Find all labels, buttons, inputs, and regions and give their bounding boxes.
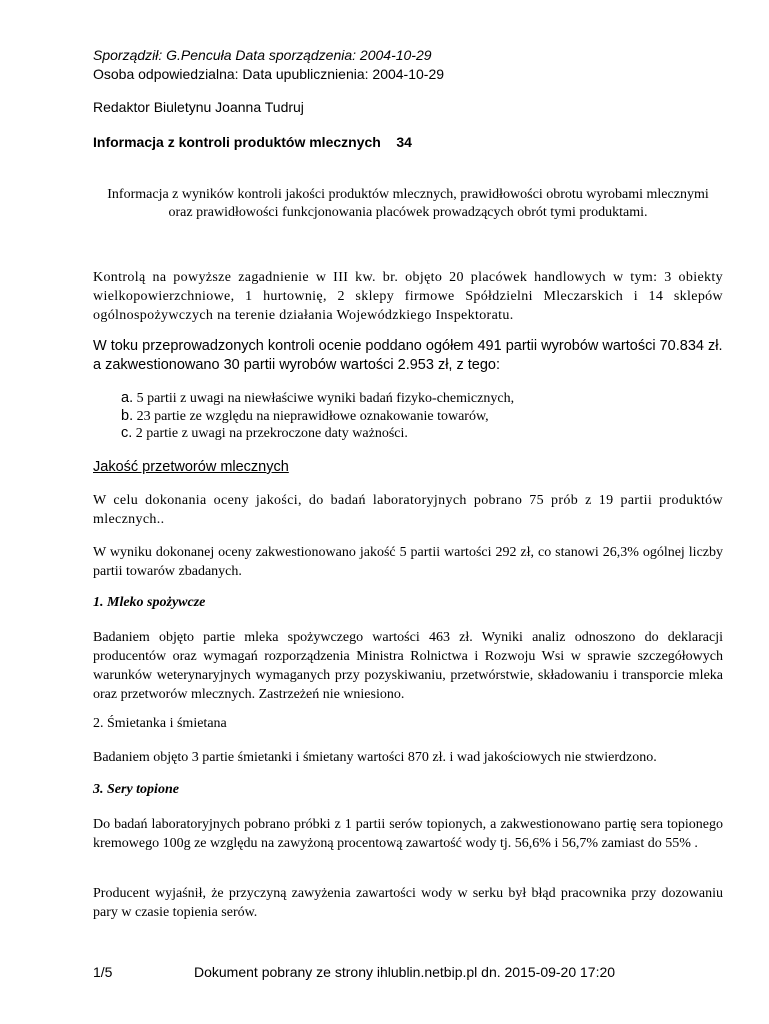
quality-paragraph-1: W celu dokonania oceny jakości, do badań laboratoryjnych pobrano 75 prób z 19 partii produktów mlecznych.. [93, 493, 723, 527]
cream-paragraph: Badaniem objęto 3 partie śmietanki i śmietany wartości 870 zł. i wad jakościowych nie stwierdzono. [93, 750, 657, 765]
list-marker: a. [121, 390, 134, 406]
page-number: 1/5 [93, 964, 113, 980]
cheese-paragraph-2: Producent wyjaśnił, że przyczyną zawyżenia zawartości wody w serku był błąd pracownika przy dozowaniu pary w czasie topienia serów. [93, 886, 723, 920]
footer-source: Dokument pobrany ze strony ihlublin.netbip.pl dn. 2015-09-20 17:20 [194, 964, 616, 980]
milk-heading: 1. Mleko spożywcze [93, 595, 206, 610]
list-marker: c. [121, 425, 133, 441]
document-title: Informacja z kontroli produktów mlecznych 34 [93, 134, 412, 150]
list-item-text: 5 partii z uwagi na niewłaściwe wyniki badań fizyko-chemicznych, [136, 391, 515, 406]
control-paragraph: Kontrolą na powyższe zagadnienie w III kw. br. objęto 20 placówek handlowych w tym: 3 obiekty wielkopowierzchniowe, 1 hurtownię, 2 sklepy firmowe Spółdzielni Mleczarskich i 14 sklepów ogólnospożywczych na terenie działania Wojewódzkiego Inspektoratu. [93, 270, 723, 323]
list-item-text: 23 partie ze względu na nieprawidłowe oznakowanie towarów, [136, 409, 489, 424]
milk-paragraph: Badaniem objęto partie mleka spożywczego wartości 463 zł. Wyniki analiz odnoszono do deklaracji producentów oraz wymagań rozporządzenia Ministra Rolnictwa i Rozwoju Wsi w sprawie szczegółowych warunków weterynaryjnych wymaganych przy pozyskiwaniu, przetwórstwie, składowaniu i transporcie mleka oraz przetworów mlecznych. Zastrzeżeń nie wniesiono. [93, 630, 723, 702]
list-marker: b. [121, 408, 134, 424]
quality-heading: Jakość przetworów mlecznych [93, 459, 289, 475]
results-paragraph: W toku przeprowadzonych kontroli ocenie poddano ogółem 491 partii wyrobów wartości 70.834 zł. a zakwestionowano 30 partii wyrobów wartości 2.953 zł, z tego: [93, 338, 723, 373]
cheese-paragraph-1: Do badań laboratoryjnych pobrano próbki z 1 partii serów topionych, a zakwestionowano partię sera topionego kremowego 100g ze względu na zawyżoną procentową zawartość wody tj. 56,6% i 56,7% zamiast do 55% . [93, 817, 723, 851]
intro-line-1: Informacja z wyników kontroli jakości produktów mlecznych, prawidłowości obrotu wyrobami mlecznymi [107, 187, 709, 202]
cheese-heading: 3. Sery topione [93, 782, 179, 797]
list-item [121, 424, 721, 443]
editor-line: Redaktor Biuletynu Joanna Tudruj [93, 99, 304, 115]
quality-paragraph-2: W wyniku dokonanej oceny zakwestionowano jakość 5 partii wartości 292 zł, co stanowi 26,3% ogólnej liczby partii towarów zbadanych. [93, 545, 723, 579]
prepared-by-line: Sporządził: G.Pencuła Data sporządzenia: 2004-10-29 [93, 47, 432, 63]
responsible-line: Osoba odpowiedzialna: Data upublicznienia: 2004-10-29 [93, 66, 445, 82]
list-item-text: 2 partie z uwagi na przekroczone daty ważności. [135, 426, 408, 441]
list-item [121, 389, 721, 408]
intro-line-2: oraz prawidłowości funkcjonowania placówek prowadzących obrót tymi produktami. [168, 205, 648, 220]
cream-heading: 2. Śmietanka i śmietana [93, 716, 227, 731]
